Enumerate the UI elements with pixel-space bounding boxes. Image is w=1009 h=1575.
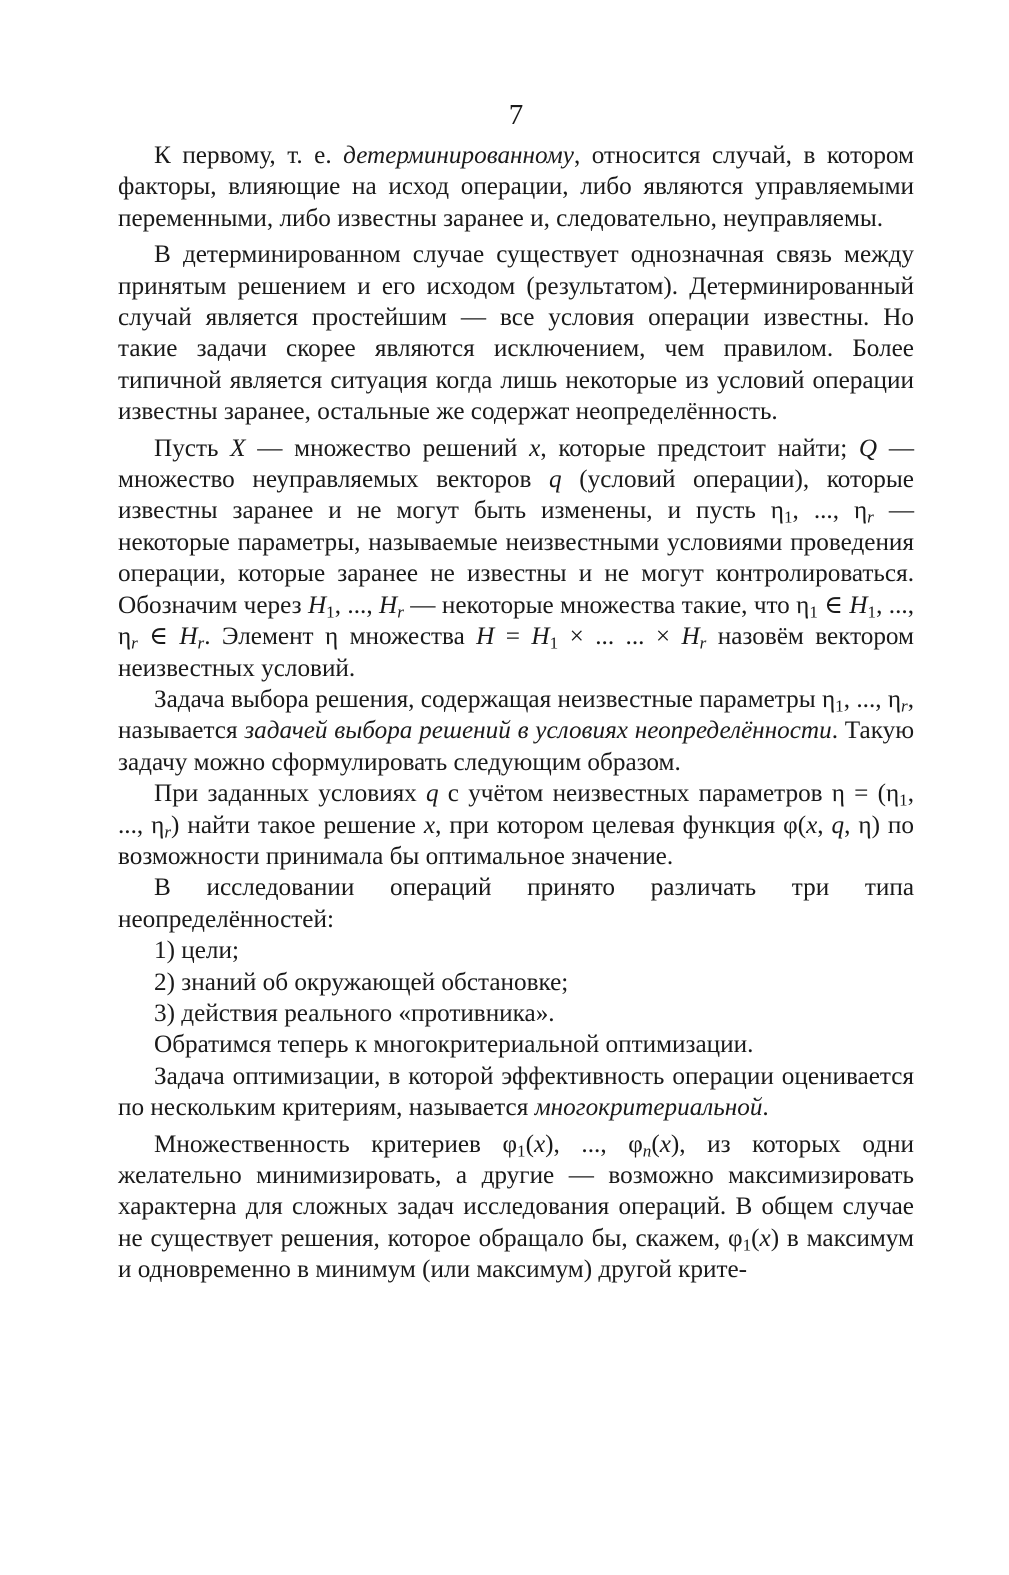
text: , ..., η (843, 685, 902, 713)
paragraph-uncertainty-task (118, 684, 914, 778)
text: Пусть (154, 434, 231, 462)
text: с учётом неизвестных параметров η = (η (438, 780, 900, 808)
list-item: 3) действия реального «противника». (154, 999, 555, 1027)
text: , при котором целевая функция φ( (435, 811, 807, 839)
text: , ..., η (118, 591, 914, 651)
text: . Такую задачу можно сформулировать следующим образом. (118, 717, 915, 776)
paragraph-deterministic-case (118, 140, 914, 234)
text: ∈ (817, 591, 850, 619)
symbol-x: x (806, 811, 818, 839)
subscript: 1 (549, 633, 559, 653)
subscript: 1 (326, 601, 335, 621)
subscript: r (131, 633, 138, 653)
text: , (817, 811, 832, 839)
text: , η) по возможности принимала бы оптимальное значение. (118, 811, 915, 870)
paragraph-deterministic-relation: В детерминированном случае существует однозначная связь между принятым решением и его исходом (результатом). Детерминированный случай является простейшим — все условия операции известны. Но такие задачи скорее являются исключением, чем правилом. Более типичной является ситуация когда лишь некоторые из условий операции известны заранее, остальные же содержат неопределённость. (118, 241, 914, 426)
paragraph-uncertainty-types: В исследовании операций принято различать три типа неопределённостей: (118, 874, 914, 933)
symbol-x: x (533, 1130, 546, 1158)
text: ), из которых одни желательно минимизировать, а другие — возможно максимизировать характерна для сложных задач исследования операций. В общем случае не существует решения, которое обращало бы, скажем, φ (118, 1130, 914, 1252)
paragraph-multiple-criteria (118, 1129, 914, 1286)
paragraph-multicriteria-definition (118, 1061, 914, 1124)
text: , ..., (334, 591, 380, 619)
text: ( (525, 1130, 534, 1158)
text: = (494, 623, 532, 651)
subscript: 1 (835, 696, 844, 716)
italic-term: детерминированному (343, 142, 574, 169)
symbol-x: x (423, 811, 436, 839)
text: — некоторые множества такие, что η (403, 591, 810, 619)
text: , называется (118, 685, 915, 745)
text: Задача выбора решения, содержащая неизвестные параметры η (154, 685, 836, 713)
text: назовём вектором неизвестных условий. (118, 623, 914, 682)
text: ), ..., φ (545, 1130, 643, 1158)
symbol-H: H (179, 623, 198, 651)
italic-term: задачей выбора решений в условиях неопределённости (244, 717, 832, 745)
text: . (762, 1094, 769, 1122)
symbol-H: H (307, 591, 327, 619)
text: . Элемент η множества (204, 623, 477, 651)
text: — множество неуправляемых векторов (118, 434, 914, 494)
text: , ..., η (118, 780, 914, 839)
symbol-x: x (529, 434, 541, 462)
text: (условий операции), которые известны заранее и не могут быть изменены, и пусть η (118, 466, 914, 525)
subscript: r (901, 696, 908, 716)
subscript: 1 (517, 1140, 526, 1160)
subscript: 1 (742, 1235, 752, 1255)
italic-term: многокритериальной (534, 1094, 763, 1122)
text: ( (651, 1130, 660, 1158)
symbol-q: q (549, 466, 562, 494)
symbol-q: q (426, 780, 439, 808)
subscript: r (397, 601, 404, 621)
book-page (118, 95, 914, 1286)
symbol-Q: Q (858, 434, 878, 462)
list-item: 1) цели; (154, 937, 239, 965)
symbol-x: x (759, 1224, 771, 1252)
text: Задача оптимизации, в которой эффективность операции оценивается по нескольким критериям, называется (118, 1062, 914, 1122)
subscript: r (164, 821, 171, 841)
subscript: 1 (809, 601, 818, 621)
text: , которые предстоит найти; (540, 434, 859, 462)
symbol-X: X (230, 434, 246, 462)
subscript: r (197, 633, 205, 653)
text: Множественность критериев φ (154, 1130, 518, 1158)
subscript: 1 (867, 601, 877, 621)
text: ( (751, 1224, 760, 1252)
symbol-H: H (849, 591, 868, 619)
symbol-H: H (379, 591, 398, 619)
text: ) в максимум и одновременно в минимум (или максимум) другой крите- (118, 1224, 915, 1284)
subscript: 1 (899, 790, 908, 810)
subscript: 1 (783, 507, 793, 527)
text: При заданных условиях (154, 780, 426, 808)
subscript: r (699, 633, 707, 653)
paragraph-definitions (118, 433, 914, 684)
paragraph-task-formulation (118, 778, 914, 872)
symbol-H: H (531, 623, 550, 651)
paragraph-multicriteria-intro: Обратимся теперь к многокритериальной оптимизации. (154, 1031, 754, 1059)
subscript: r (867, 507, 874, 527)
symbol-x: x (659, 1130, 671, 1158)
subscript: n (642, 1140, 652, 1160)
text: × ... ... × (558, 623, 682, 651)
symbol-q: q (831, 811, 845, 839)
text: ∈ (137, 623, 180, 651)
text: , ..., η (792, 497, 868, 525)
text: — множество решений (245, 434, 530, 462)
symbol-H: H (476, 623, 495, 651)
text: К первому, т. е. (154, 142, 344, 169)
text: — некоторые параметры, называемые неизвестными условиями проведения операции, которые заранее не известны и не могут контролироваться. Обозначим через (118, 497, 915, 619)
page-number: 7 (508, 99, 524, 131)
text: , относится случай, в котором факторы, влияющие на исход операции, либо являются управляемыми переменными, либо известны заранее и, следовательно, неуправляемы. (118, 142, 914, 232)
text: ) найти такое решение (171, 811, 424, 839)
symbol-H: H (681, 623, 700, 651)
list-item: 2) знаний об окружающей обстановке; (154, 968, 569, 996)
